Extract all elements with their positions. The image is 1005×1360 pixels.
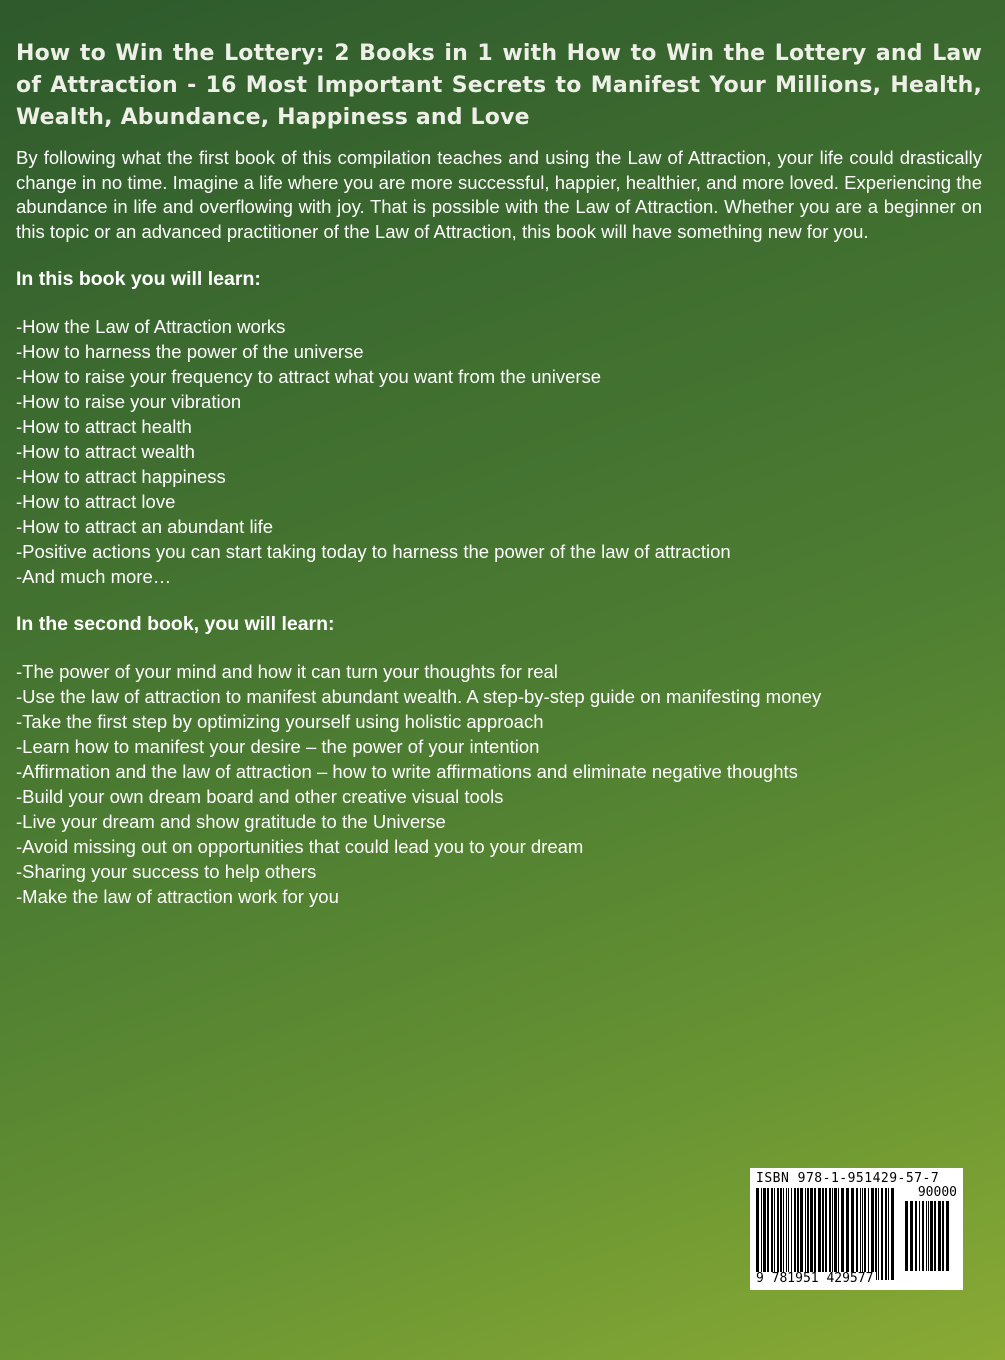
list-item: -Sharing your success to help others [16,861,317,882]
list-item: -Use the law of attraction to manifest abundant wealth. A step-by-step guide on manifesting money [16,686,822,707]
list-item: -How to attract wealth [16,441,195,462]
list-item: -How to attract happiness [16,466,226,487]
barcode-bar [761,1188,762,1280]
barcode-bar [891,1188,894,1280]
list-item: -Positive actions you can start taking today to harness the power of the law of attraction [16,541,731,562]
barcode-bar [800,1188,803,1280]
barcode-bar [822,1188,824,1280]
barcode-bar [763,1188,766,1280]
barcode-bar [777,1188,779,1280]
barcode-bar [756,1188,759,1280]
barcode-bar [846,1188,849,1280]
list-item: -Live your dream and show gratitude to the Universe [16,811,446,832]
barcode-bar [862,1188,863,1280]
barcode-bar [780,1188,782,1280]
barcode-bar [788,1188,789,1280]
barcode-bar [818,1188,821,1280]
barcode-bar [871,1188,874,1280]
book1-list [16,314,982,589]
barcode-bar [834,1188,837,1280]
barcode-bar [930,1201,933,1271]
barcode-bar [919,1201,920,1271]
barcode-bar [885,1188,887,1280]
barcode-bar [794,1188,796,1280]
price-code: 90000 [917,1185,957,1200]
book-title: How to Win the Lottery: 2 Books in 1 with How to Win the Lottery and Law of Attraction - 16 Most Important Secrets to Manifest Your Millions, Health, Wealth, Abundance, Happiness and Love [16,41,982,130]
barcode-bar [860,1188,861,1280]
barcode-bar [910,1201,913,1271]
list-item: -Learn how to manifest your desire – the power of your intention [16,736,540,757]
list-item: -The power of your mind and how it can turn your thoughts for real [16,661,558,682]
book2-list [16,659,982,909]
barcode-bar [805,1188,806,1280]
list-item: -How to harness the power of the universe [16,341,364,362]
list-item: -Make the law of attraction work for you [16,886,339,907]
barcode-bar [841,1188,844,1280]
barcode-bar [786,1188,787,1280]
list-item: -How to raise your vibration [16,391,242,412]
barcode-bar [938,1201,941,1271]
barcode-bar [771,1188,773,1280]
isbn-barcode [750,1168,963,1290]
list-item: -How the Law of Attraction works [16,316,286,337]
addon-barcode-bars [905,1201,951,1271]
barcode-bar [864,1188,866,1280]
barcode-bar [851,1188,854,1280]
barcode-bar [881,1188,883,1280]
barcode-bar [767,1188,769,1280]
isbn-number: ISBN 978-1-951429-57-7 [756,1171,940,1186]
barcode-bar [915,1201,917,1271]
barcode-bar [934,1201,936,1271]
list-item: -Build your own dream board and other creative visual tools [16,786,504,807]
barcode-bar [946,1201,949,1271]
barcode-bar [825,1188,827,1280]
barcode-bars [756,1188,896,1280]
list-item: -How to attract health [16,416,192,437]
list-item: -Take the first step by optimizing yourself using holistic approach [16,711,544,732]
list-item: -How to attract love [16,491,176,512]
barcode-bar [832,1188,833,1280]
barcode-bar [942,1201,944,1271]
barcode-bar [928,1201,929,1271]
barcode-bar [810,1188,813,1280]
barcode-bar [797,1188,799,1280]
barcode-bar [905,1201,908,1271]
book2-heading: In the second book, you will learn: [16,613,335,635]
list-item: -Affirmation and the law of attraction – how to write affirmations and eliminate negative thoughts [16,761,798,782]
barcode-bar [926,1201,927,1271]
barcode-bar [774,1188,775,1280]
barcode-bar [814,1188,816,1280]
barcode-bar [878,1188,879,1280]
barcode-bar [807,1188,809,1280]
barcode-digits: 9 781951 429577 [756,1272,876,1286]
barcode-bar [868,1188,869,1280]
barcode-bar [791,1188,792,1280]
barcode-bar [922,1201,924,1271]
barcode-bar [838,1188,839,1280]
intro-paragraph: By following what the first book of this compilation teaches and using the Law of Attraction, your life could drastically change in no time. Imagine a life where you are more successful, happier, healthier, and more loved. Experiencing the abundance in life and overflowing with joy. That is possible with the Law of Attraction. Whether you are a beginner on this topic or an advanced practitioner of the Law of Attraction, this book will have something new for you. [16,147,982,242]
section-spacer [16,589,982,611]
barcode-bar [856,1188,858,1280]
barcode-bar [829,1188,831,1280]
book1-heading: In this book you will learn: [16,268,261,290]
list-item: -Avoid missing out on opportunities that could lead you to your dream [16,836,584,857]
barcode-bar [888,1188,889,1280]
list-item: -How to attract an abundant life [16,516,274,537]
list-item: -How to raise your frequency to attract what you want from the universe [16,366,602,387]
list-item: -And much more… [16,566,172,587]
barcode-bar [875,1188,877,1280]
back-cover-text [16,38,982,909]
barcode-bar [783,1188,784,1280]
